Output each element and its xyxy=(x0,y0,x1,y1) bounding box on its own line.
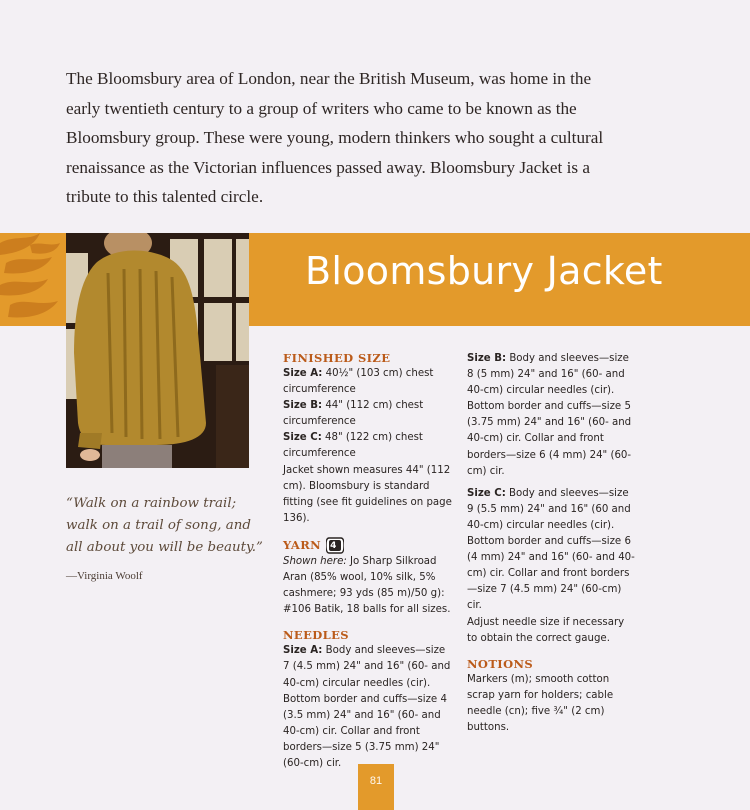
pattern-specs-column-1 xyxy=(283,351,453,772)
quote-attribution: —Virginia Woolf xyxy=(66,570,143,582)
pattern-title: Bloomsbury Jacket xyxy=(305,249,663,293)
needles-heading: NEEDLES xyxy=(283,628,349,643)
needles-note: Adjust needle size if necessary to obtain the correct gauge. xyxy=(467,616,625,644)
notions-text: Markers (m); smooth cotton scrap yarn for holders; cable needle (cn); five ¾" (2 cm) buttons. xyxy=(467,673,614,733)
finished-size-heading: FINISHED SIZE xyxy=(283,351,391,365)
yarn-weight-number: 4 xyxy=(330,540,337,551)
yarn-heading-row xyxy=(283,537,453,554)
pattern-specs-column-2 xyxy=(467,351,637,736)
leaf-pattern-decoration xyxy=(0,233,62,326)
page-number: 81 xyxy=(358,764,394,810)
jacket-photo xyxy=(66,233,249,468)
notions-heading: NOTIONS xyxy=(467,656,534,671)
finished-size-note: Jacket shown measures 44" (112 cm). Bloomsbury is standard fitting (see fit guidelines on page 136). xyxy=(283,464,452,524)
needles-size-a: Size A: Body and sleeves—size 7 (4.5 mm) 24" and 16" (60- and 40-cm) circular needles (cir). Bottom border and cuffs—size 4 (3.5 mm) 24" and 16" (60- and 40-cm) cir. Collar and front borders—size 5 (3.75 mm) 24" (60-cm) cir. xyxy=(283,645,451,769)
intro-paragraph: The Bloomsbury area of London, near the British Museum, was home in the early twentieth century to a group of writers who came to be known as the Bloomsbury group. These were young, modern thinkers who sought a cultural renaissance as the Victorian influences passed away. Bloomsbury Jacket is a tribute to this talented circle. xyxy=(66,69,604,207)
finished-size-a: Size A: 40½" (103 cm) chest circumference xyxy=(283,368,434,396)
yarn-heading: YARN xyxy=(283,537,322,552)
epigraph-quote: “Walk on a rainbow trail; walk on a trail of song, and all about you will be beauty.” xyxy=(66,496,263,555)
needles-size-b: Size B: Body and sleeves—size 8 (5 mm) 24" and 16" (60- and 40-cm) circular needles (cir). Bottom border and cuffs—size 5 (3.75 mm) 24" and 16" (60- and 40-cm) cir. Collar and front borders—size 6 (4 mm) 24" (60-cm) cir. xyxy=(467,353,632,477)
yarn-description: Shown here: Jo Sharp Silkroad Aran (85% wool, 10% silk, 5% cashmere; 93 yds (85 m)/50 g): #106 Batik, 18 balls for all sizes. xyxy=(283,555,451,616)
yarn-weight-icon xyxy=(326,537,344,554)
finished-size-c: Size C: 48" (122 cm) chest circumference xyxy=(283,432,423,460)
needles-size-c: Size C: Body and sleeves—size 9 (5.5 mm) 24" and 16" (60 and 40-cm) circular needles (cir). Bottom border and cuffs—size 6 (4 mm) 24" and 16" (60- and 40-cm) cir. Collar and front borders—size 7 (4.5 mm) 24" (60-cm) cir. xyxy=(467,487,635,612)
finished-size-b: Size B: 44" (112 cm) chest circumference xyxy=(283,400,424,428)
